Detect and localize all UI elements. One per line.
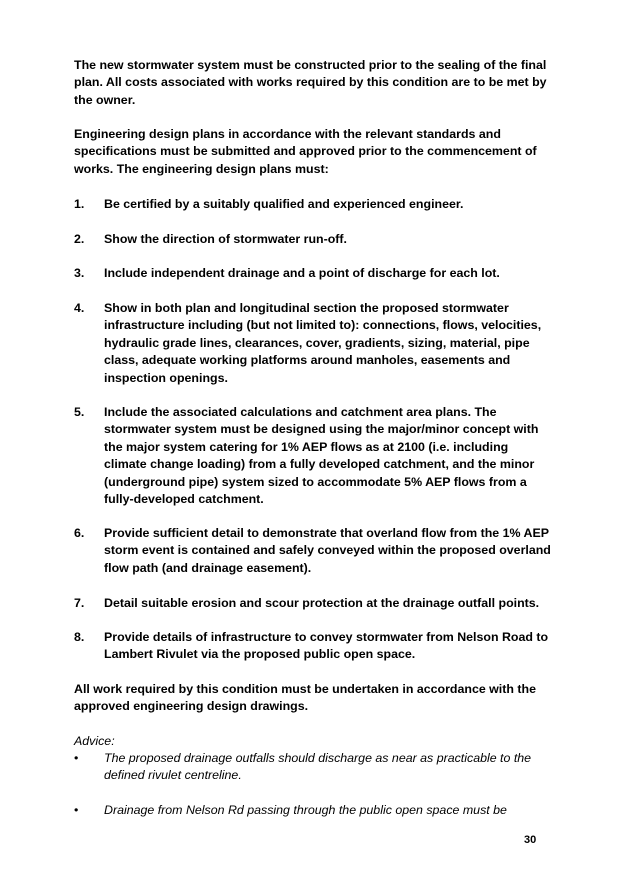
list-item-text: Provide details of infrastructure to convey stormwater from Nelson Road to Lambert Rivulet via the proposed public open space. [104, 630, 549, 662]
list-item-number: 5. [74, 405, 85, 419]
bullet-glyph: • [74, 803, 79, 817]
page-number: 30 [524, 834, 537, 846]
list-item-number: 2. [74, 232, 85, 246]
list-item-text: Include independent drainage and a point of discharge for each lot. [104, 266, 500, 280]
list-item-text: Show the direction of stormwater run-off. [104, 232, 347, 246]
advice-label: Advice: [74, 734, 115, 748]
list-item-number: 8. [74, 630, 85, 644]
list-item-text: Include the associated calculations and catchment area plans. The stormwater system must be designed using the major/minor concept with the major system catering for 1% AEP flows as at 2100 (i.e. including climate change loading) from a fully developed catchment, and the minor (underground pipe) system sized to accommodate 5% AEP flows from a fully-developed catchment. [104, 405, 539, 507]
list-item-number: 6. [74, 526, 85, 540]
list-item-number: 3. [74, 266, 85, 280]
paragraph-closing: All work required by this condition must be undertaken in accordance with the approved engineering design drawings. [74, 682, 536, 714]
list-item-text: Be certified by a suitably qualified and experienced engineer. [104, 197, 464, 211]
paragraph-design-plans: Engineering design plans in accordance with the relevant standards and specifications must be submitted and approved prior to the commencement of works. The engineering design plans must: [74, 127, 537, 176]
paragraph-construction: The new stormwater system must be constructed prior to the sealing of the final plan. All costs associated with works required by this condition are to be met by the owner. [74, 58, 547, 107]
list-item-text: Show in both plan and longitudinal section the proposed stormwater infrastructure including (but not limited to): connections, flows, velocities, hydraulic grade lines, clearances, cover, gradients, sizing, material, pipe class, adequate working platforms around manholes, easements and inspection openings. [104, 301, 542, 385]
advice-bullet-text: Drainage from Nelson Rd passing through the public open space must be [104, 803, 507, 817]
list-item-number: 4. [74, 301, 85, 315]
list-item-text: Provide sufficient detail to demonstrate that overland flow from the 1% AEP storm event is contained and safely conveyed within the proposed overland flow path (and drainage easement). [104, 526, 551, 575]
bullet-glyph: • [74, 751, 79, 765]
advice-bullet-text: The proposed drainage outfalls should discharge as near as practicable to the defined rivulet centreline. [104, 751, 532, 783]
list-item-number: 7. [74, 596, 85, 610]
list-item-number: 1. [74, 197, 85, 211]
list-item-text: Detail suitable erosion and scour protection at the drainage outfall points. [104, 596, 540, 610]
